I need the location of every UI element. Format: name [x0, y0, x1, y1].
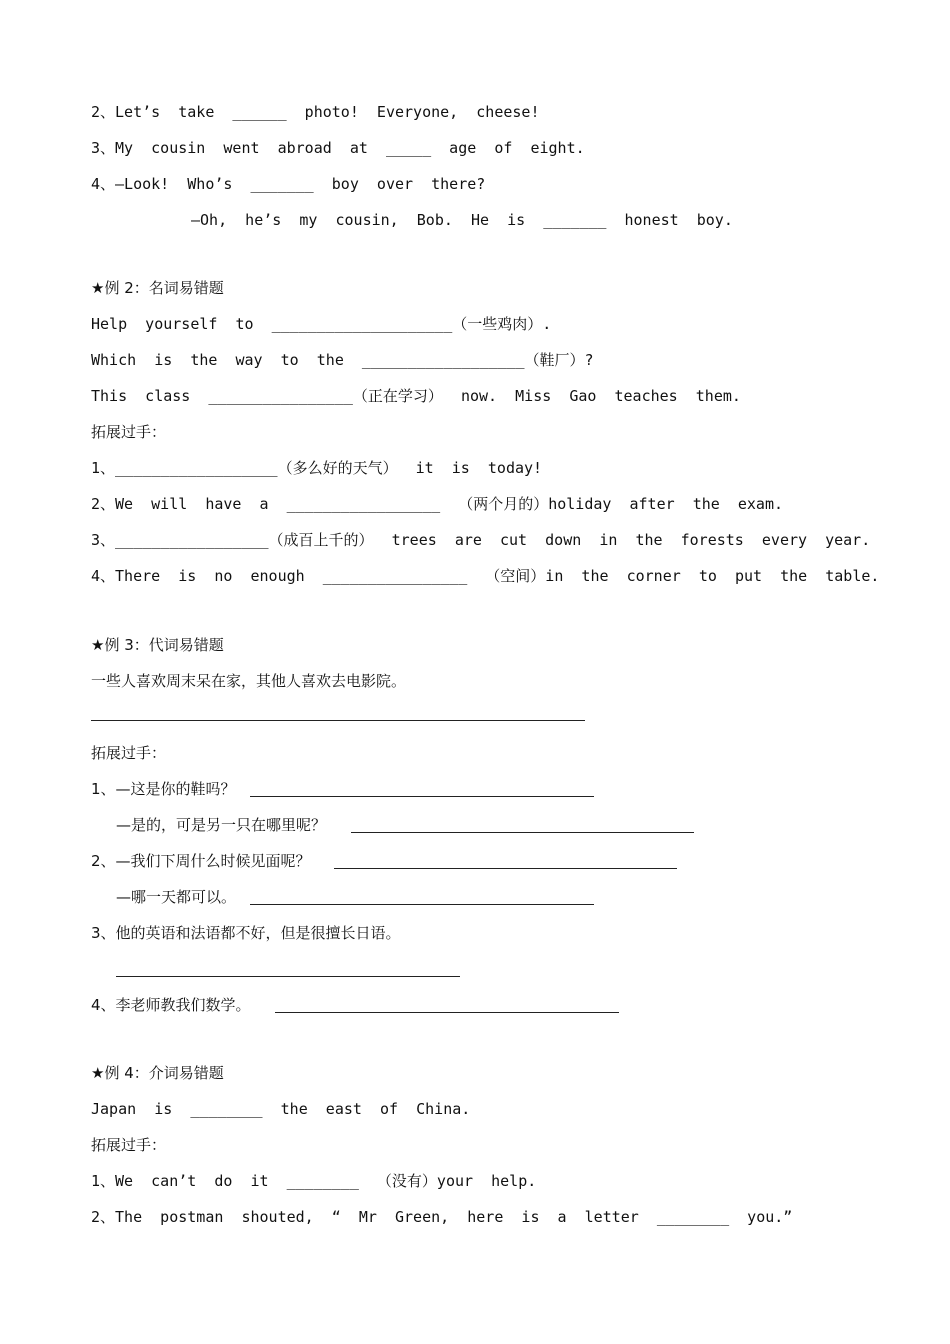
question-line: Which is the way to the __________________（鞋厂）?: [91, 351, 594, 369]
practice-label: 拓展过手：: [91, 1136, 167, 1154]
exercise-item: 2、Let’s take ______ photo! Everyone, cheese!: [91, 103, 540, 121]
practice-item: —哪一天都可以。: [116, 888, 237, 906]
practice-item: —是的，可是另一只在哪里呢？: [116, 816, 327, 834]
answer-line: [334, 868, 677, 869]
answer-line: [116, 976, 460, 977]
practice-item: 3、他的英语和法语都不好，但是很擅长日语。: [91, 924, 401, 942]
answer-line: [351, 832, 694, 833]
question-line: This class ________________（正在学习） now. Miss Gao teaches them.: [91, 387, 741, 405]
exercise-item: 3、My cousin went abroad at _____ age of eight.: [91, 139, 585, 157]
practice-item: 3、_________________（成百上千的） trees are cut down in the forests every year.: [91, 531, 871, 549]
practice-item: 2、We will have a _________________ （两个月的）holiday after the exam.: [91, 495, 784, 513]
translation-prompt: 一些人喜欢周末呆在家，其他人喜欢去电影院。: [91, 672, 407, 690]
practice-label: 拓展过手：: [91, 423, 167, 441]
exercise-item-answer: —Oh, he’s my cousin, Bob. He is _______ honest boy.: [191, 211, 733, 229]
practice-item: 2、The postman shouted, “ Mr Green, here is a letter ________ you.”: [91, 1208, 793, 1226]
exercise-item: 4、—Look! Who’s _______ boy over there?: [91, 175, 486, 193]
practice-item: 1、__________________（多么好的天气） it is today!: [91, 459, 543, 477]
section-heading-example-3: ★例 3：代词易错题: [91, 636, 224, 654]
practice-item: 4、There is no enough ________________ （空间）in the corner to put the table.: [91, 567, 880, 585]
answer-line: [250, 904, 594, 905]
section-heading-example-4: ★例 4：介词易错题: [91, 1064, 224, 1082]
practice-label: 拓展过手：: [91, 744, 167, 762]
section-heading-example-2: ★例 2：名词易错题: [91, 279, 224, 297]
question-line: Japan is ________ the east of China.: [91, 1100, 471, 1118]
practice-item: 4、李老师教我们数学。: [91, 996, 251, 1014]
question-line: Help yourself to ____________________（一些鸡肉）.: [91, 315, 552, 333]
practice-item: 2、—我们下周什么时候见面呢？: [91, 852, 311, 870]
practice-item: 1、—这是你的鞋吗？: [91, 780, 236, 798]
answer-line: [275, 1012, 619, 1013]
practice-item: 1、We can’t do it ________ （没有）your help.: [91, 1172, 537, 1190]
answer-line: [250, 796, 594, 797]
answer-line: [91, 720, 585, 721]
